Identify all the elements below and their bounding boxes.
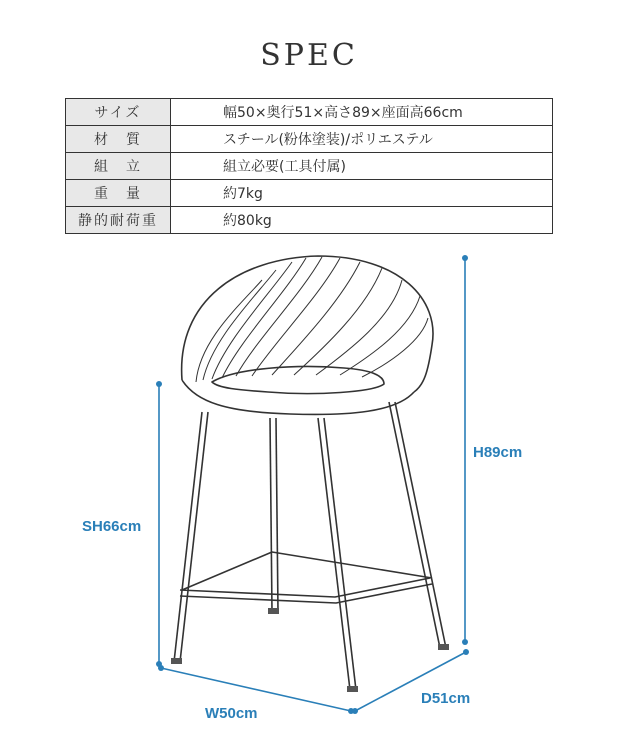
spec-value: 組立必要(工具付属)	[171, 153, 553, 180]
chair-illustration	[171, 256, 449, 692]
chair-footrest	[180, 578, 430, 597]
chair-leg-back-right	[389, 402, 440, 648]
spec-value: スチール(粉体塗装)/ポリエステル	[171, 126, 553, 153]
chair-leg-back-left	[270, 418, 272, 612]
spec-value: 約80kg	[171, 207, 553, 234]
chair-seat-top	[212, 367, 384, 394]
width-label: W50cm	[205, 705, 258, 722]
spec-label: 重 量	[66, 180, 171, 207]
spec-label: 組 立	[66, 153, 171, 180]
spec-label: サイズ	[66, 99, 171, 126]
chair-back	[182, 256, 433, 392]
height-label: H89cm	[473, 444, 523, 461]
spec-label: 静的耐荷重	[66, 207, 171, 234]
depth-label: D51cm	[421, 690, 471, 707]
page-title: SPEC	[260, 38, 358, 73]
seat-height-label: SH66cm	[82, 518, 142, 535]
dimension-lines	[156, 255, 469, 714]
spec-value: 幅50×奥行51×高さ89×座面高66cm	[171, 99, 553, 126]
spec-label: 材 質	[66, 126, 171, 153]
chair-pleats	[196, 257, 428, 382]
chair-leg-front-left	[174, 412, 202, 662]
spec-value: 約7kg	[171, 180, 553, 207]
chair-leg-front-right	[318, 418, 350, 690]
